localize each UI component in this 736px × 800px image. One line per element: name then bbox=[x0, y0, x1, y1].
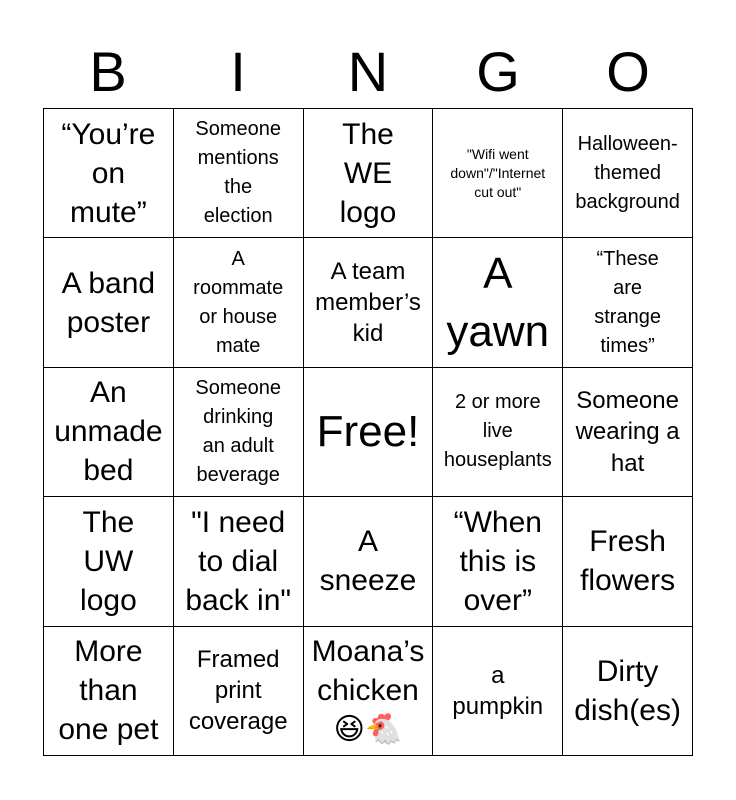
header-letter-o: O bbox=[606, 40, 650, 103]
bingo-header bbox=[43, 38, 693, 106]
bingo-cell-text: Someone mentions the election bbox=[195, 118, 281, 228]
bingo-cell-text: The UW logo bbox=[80, 505, 137, 617]
bingo-cell[interactable] bbox=[44, 238, 174, 367]
bingo-cell[interactable] bbox=[174, 627, 304, 756]
bingo-cell-text: A roommate or house mate bbox=[193, 247, 284, 357]
bingo-cell[interactable] bbox=[174, 368, 304, 497]
bingo-cell[interactable] bbox=[563, 238, 693, 367]
header-letter-g: G bbox=[476, 40, 520, 103]
bingo-cell-text: Framed print coverage bbox=[188, 646, 288, 736]
bingo-cell[interactable] bbox=[44, 497, 174, 626]
header-letter-b: B bbox=[89, 40, 127, 103]
bingo-cell-text: "Wifi went down"/"Internet cut out" bbox=[450, 145, 546, 200]
bingo-card-grid bbox=[43, 108, 693, 756]
bingo-cell-text: Someone drinking an adult beverage bbox=[195, 376, 281, 486]
bingo-cell-text: A sneeze bbox=[319, 525, 417, 598]
bingo-cell-text: Fresh flowers bbox=[580, 525, 676, 598]
bingo-cell-text: Someone wearing a hat bbox=[575, 387, 680, 477]
bingo-cell[interactable] bbox=[433, 109, 563, 238]
header-letter-i: I bbox=[230, 40, 246, 103]
free-space-cell[interactable] bbox=[304, 368, 434, 497]
bingo-cell-text: An unmade bed bbox=[54, 376, 163, 488]
bingo-cell-text: A yawn bbox=[446, 249, 550, 356]
bingo-cell-text: “You’re on mute” bbox=[61, 117, 156, 229]
bingo-cell-text: 2 or more live houseplants bbox=[443, 391, 552, 472]
free-space-text: Free! bbox=[316, 407, 420, 457]
bingo-cell[interactable] bbox=[174, 497, 304, 626]
bingo-cell[interactable] bbox=[563, 368, 693, 497]
bingo-cell-text: "I need to dial back in" bbox=[185, 505, 292, 617]
bingo-cell[interactable] bbox=[174, 109, 304, 238]
bingo-cell[interactable] bbox=[304, 627, 434, 756]
bingo-cell-text: “When this is over” bbox=[453, 505, 542, 617]
bingo-cell-text: Moana’s chicken 😆🐔 bbox=[311, 635, 425, 747]
header-letter-n: N bbox=[347, 40, 389, 103]
bingo-cell[interactable] bbox=[433, 238, 563, 367]
bingo-cell[interactable] bbox=[433, 368, 563, 497]
bingo-cell-text: “These are strange times” bbox=[594, 247, 661, 357]
bingo-cell[interactable] bbox=[433, 497, 563, 626]
bingo-cell[interactable] bbox=[44, 368, 174, 497]
bingo-cell[interactable] bbox=[174, 238, 304, 367]
bingo-cell-text: a pumpkin bbox=[452, 661, 544, 720]
bingo-cell-text: More than one pet bbox=[58, 635, 159, 747]
bingo-cell-text: The WE logo bbox=[339, 117, 397, 229]
bingo-cell[interactable] bbox=[304, 109, 434, 238]
bingo-cell-text: Halloween- themed background bbox=[575, 132, 680, 213]
bingo-cell[interactable] bbox=[304, 497, 434, 626]
bingo-cell[interactable] bbox=[304, 238, 434, 367]
bingo-cell-text: Dirty dish(es) bbox=[574, 654, 681, 727]
bingo-cell[interactable] bbox=[563, 497, 693, 626]
bingo-cell[interactable] bbox=[433, 627, 563, 756]
bingo-cell[interactable] bbox=[44, 627, 174, 756]
bingo-cell[interactable] bbox=[563, 627, 693, 756]
bingo-cell-text: A team member’s kid bbox=[315, 257, 421, 348]
bingo-cell-text: A band poster bbox=[61, 266, 156, 339]
bingo-cell[interactable] bbox=[44, 109, 174, 238]
bingo-cell[interactable] bbox=[563, 109, 693, 238]
